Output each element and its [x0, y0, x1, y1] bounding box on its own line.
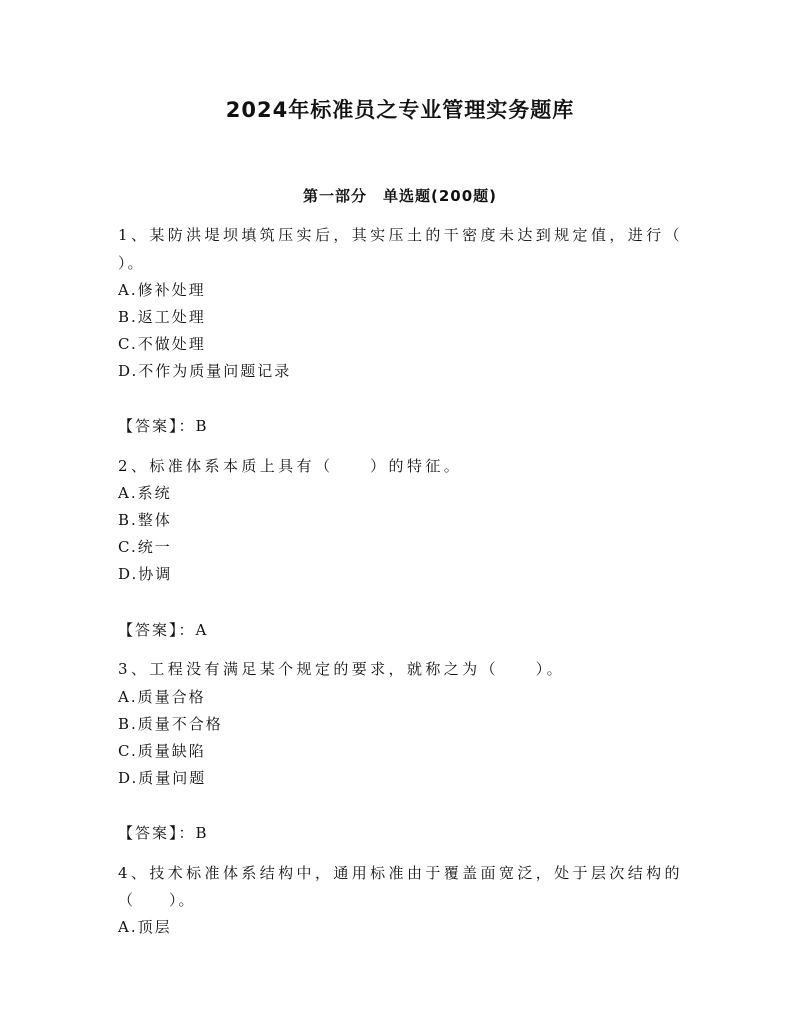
question-1-option-d: D.不作为质量问题记录 — [118, 362, 292, 380]
question-3-answer: 【答案】：B — [118, 824, 209, 842]
question-2-answer: 【答案】：A — [118, 621, 209, 639]
question-4-option-a: A.顶层 — [118, 918, 172, 936]
question-3-option-a: A.质量合格 — [118, 688, 206, 706]
question-3-option-d: D.质量问题 — [118, 769, 207, 787]
section-title: 第一部分 单选题(200题) — [302, 187, 498, 205]
question-2-option-b: B.整体 — [118, 511, 172, 529]
question-4-text-cont: （ ）。 — [118, 891, 196, 909]
question-2-option-c: C.统一 — [118, 538, 172, 556]
question-3-option-c: C.质量缺陷 — [118, 742, 206, 760]
question-3-text: 3、工程没有满足某个规定的要求，就称之为（ ）。 — [118, 660, 566, 678]
question-4-text: 4、技术标准体系结构中，通用标准由于覆盖面宽泛，处于层次结构的 — [118, 864, 683, 882]
question-1-text-cont: ）。 — [118, 254, 145, 272]
question-1-text: 1、某防洪堤坝填筑压实后，其实压土的干密度未达到规定值，进行（ — [118, 226, 683, 244]
document-title: 2024年标准员之专业管理实务题库 — [225, 98, 575, 122]
question-1-option-c: C.不做处理 — [118, 335, 206, 353]
question-1-answer: 【答案】：B — [118, 417, 209, 435]
question-1-option-a: A.修补处理 — [118, 281, 206, 299]
question-2-option-d: D.协调 — [118, 565, 173, 583]
question-1-option-b: B.返工处理 — [118, 308, 206, 326]
question-2-text: 2、标准体系本质上具有（ ）的特征。 — [118, 457, 463, 475]
question-3-option-b: B.质量不合格 — [118, 715, 223, 733]
question-2-option-a: A.系统 — [118, 484, 172, 502]
